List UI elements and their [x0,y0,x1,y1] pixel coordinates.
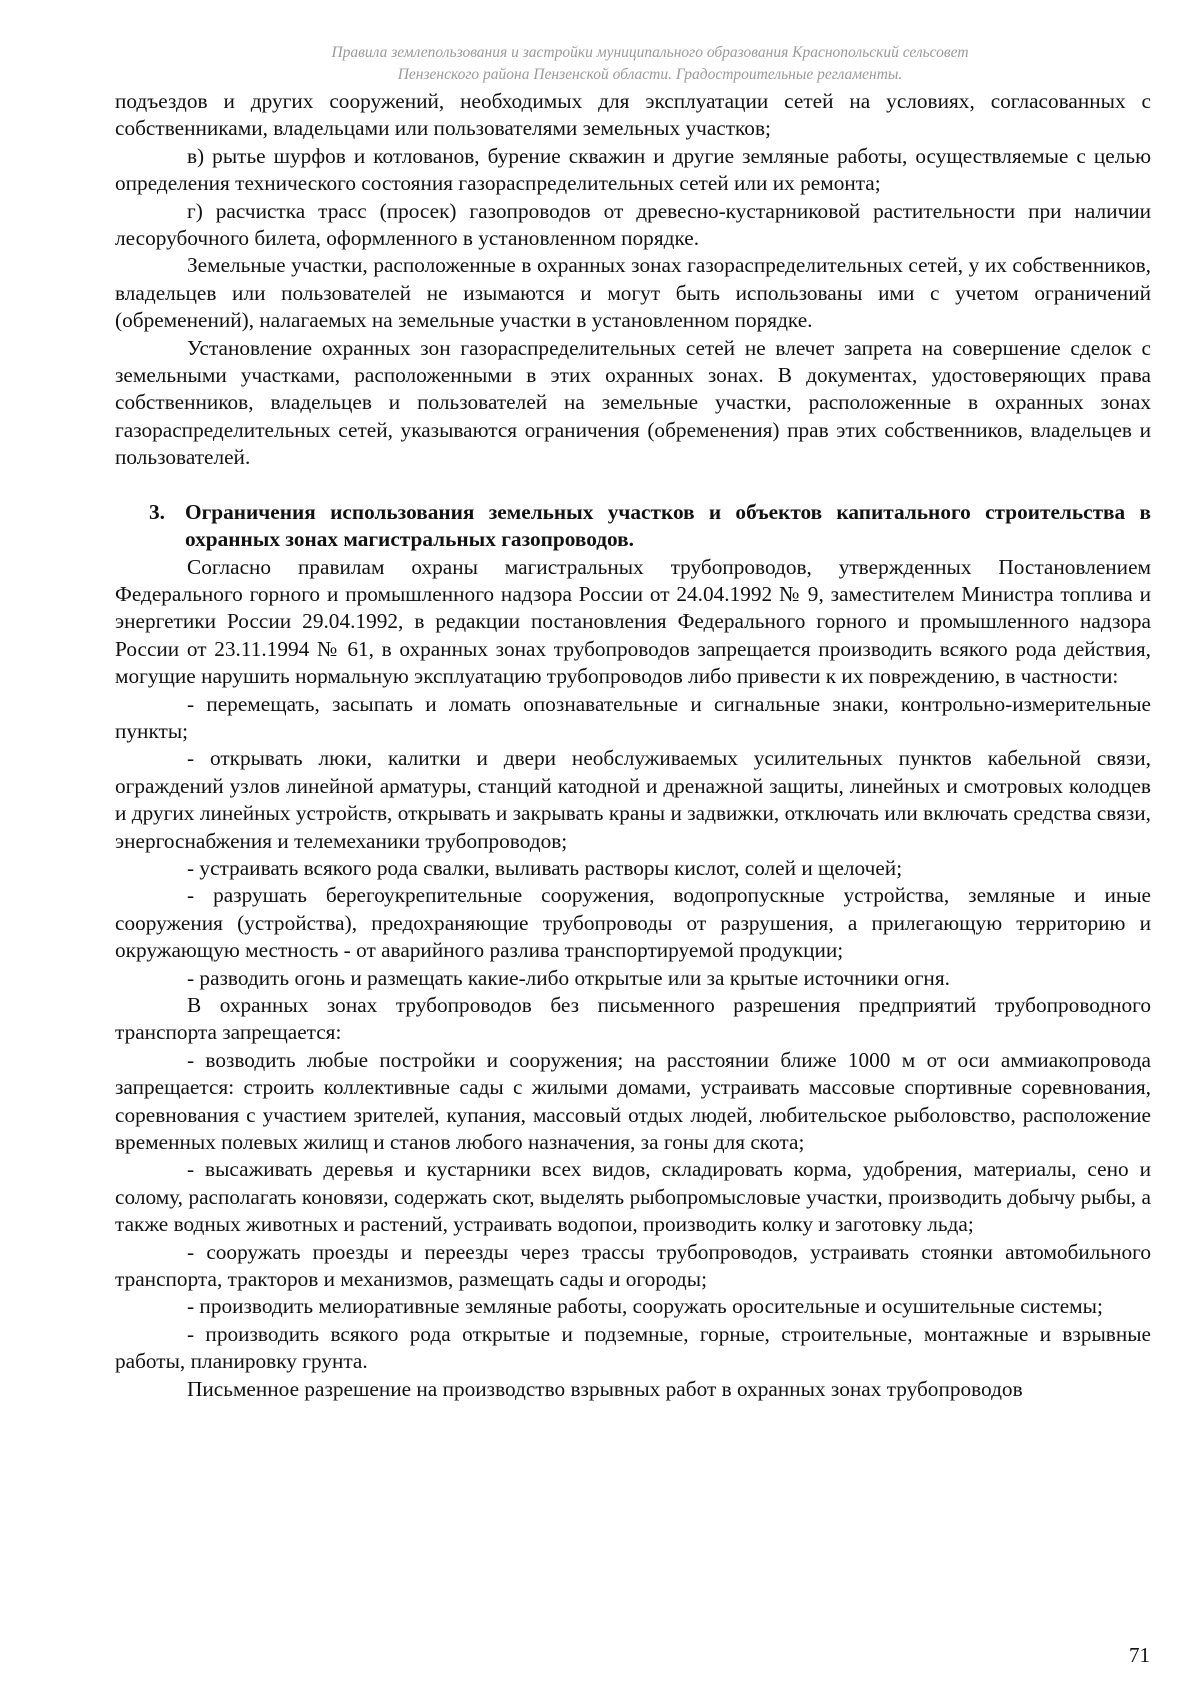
section-heading [115,499,1151,554]
header-line-1: Правила землепользования и застройки муниципального образования Краснопольский сельсовет [331,44,969,61]
paragraph: в) рытье шурфов и котлованов, бурение скважин и другие земляные работы, осуществляемые с целью определения технического состояния газораспределительных сетей или их ремонта; [115,143,1151,196]
section-title: Ограничения использования земельных участков и объектов капитального строительства в охранных зонах магистральных газопроводов. [185,499,1151,552]
list-item: - возводить любые постройки и сооружения; на расстоянии ближе 1000 м от оси аммиакопровода запрещается: строить коллективные сады с жилыми домами, устраивать массовые спортивные соревнования, соревнования с участием зрителей, купания, массовый отдых людей, любительское рыболовство, расположение временных полевых жилищ и станов любого назначения, за гоны для скота; [115,1047,1151,1155]
header-line-2: Пензенского района Пензенской области. Градостроительные регламенты. [397,66,903,83]
paragraph: В охранных зонах трубопроводов без письменного разрешения предприятий трубопроводного транспорта запрещается: [115,993,1151,1045]
list-item: - устраивать всякого рода свалки, выливать растворы кислот, солей и щелочей; [187,855,903,880]
paragraph: Земельные участки, расположенные в охранных зонах газораспределительных сетей, у их собственников, владельцев или пользователей не изымаются и могут быть использованы ими с учетом ограничений (обременений), налагаемых на земельные участки в установленном порядке. [115,253,1151,333]
paragraph: Согласно правилам охраны магистральных трубопроводов, утвержденных Постановлением Федерального горного и промышленного надзора России от 24.04.1992 № 9, заместителем Министра топлива и энергетики России 29.04.1992, в редакции постановления Федерального горного и промышленного надзора России от 23.11.1994 № 61, в охранных зонах трубопроводов запрещается производить всякого рода действия, могущие нарушить нормальную эксплуатацию трубопроводов либо привести к их повреждению, в частности: [115,554,1151,689]
spacer [115,472,1151,499]
document-body [115,88,1151,1403]
list-item: - высаживать деревья и кустарники всех видов, складировать корма, удобрения, материалы, сено и солому, располагать коновязи, содержать скот, выделять рыбопромысловые участки, производить добычу рыбы, а также водных животных и растений, устраивать водопои, производить колку и заготовку льда; [115,1157,1151,1237]
page-number: 71 [1129,1643,1150,1667]
list-item: - перемещать, засыпать и ломать опознавательные и сигнальные знаки, контрольно-измерительные пункты; [115,691,1151,743]
paragraph: Письменное разрешение на производство взрывных работ в охранных зонах трубопроводов [187,1376,1023,1401]
list-item: - разрушать берегоукрепительные сооружения, водопропускные устройства, земляные и иные сооружения (устройства), предохраняющие трубопроводы от разрушения, а прилегающую территорию и окружающую местность - от аварийного разлива транспортируемой продукции; [115,883,1151,963]
section-number: 3. [149,499,165,524]
list-item: - сооружать проезды и переезды через трассы трубопроводов, устраивать стоянки автомобильного транспорта, тракторов и механизмов, размещать сады и огороды; [115,1239,1151,1292]
paragraph: подъездов и других сооружений, необходимых для эксплуатации сетей на условиях, согласованных с собственниками, владельцами или пользователями земельных участков; [115,89,1151,141]
paragraph: Установление охранных зон газораспределительных сетей не влечет запрета на совершение сделок с земельными участками, расположенными в этих охранных зонах. В документах, удостоверяющих права собственников, владельцев и пользователей на земельные участки, расположенные в охранных зонах газораспределительных сетей, указываются ограничения (обременения) прав этих собственников, владельцев и пользователей. [115,335,1151,470]
list-item: - производить всякого рода открытые и подземные, горные, строительные, монтажные и взрывные работы, планировку грунта. [115,1321,1151,1374]
page-header [200,42,1100,86]
list-item: - разводить огонь и размещать какие-либо открытые или за крытые источники огня. [187,965,950,990]
list-item: - производить мелиоративные земляные работы, сооружать оросительные и осушительные системы; [187,1294,1103,1319]
list-item: - открывать люки, калитки и двери необслуживаемых усилительных пунктов кабельной связи, ограждений узлов линейной арматуры, станций катодной и дренажной защиты, линейных и смотровых колодцев и других линейных устройств, открывать и закрывать краны и задвижки, отключать или включать средства связи, энергоснабжения и телемеханики трубопроводов; [115,746,1151,853]
paragraph: г) расчистка трасс (просек) газопроводов от древесно-кустарниковой растительности при наличии лесорубочного билета, оформленного в установленном порядке. [115,198,1151,251]
